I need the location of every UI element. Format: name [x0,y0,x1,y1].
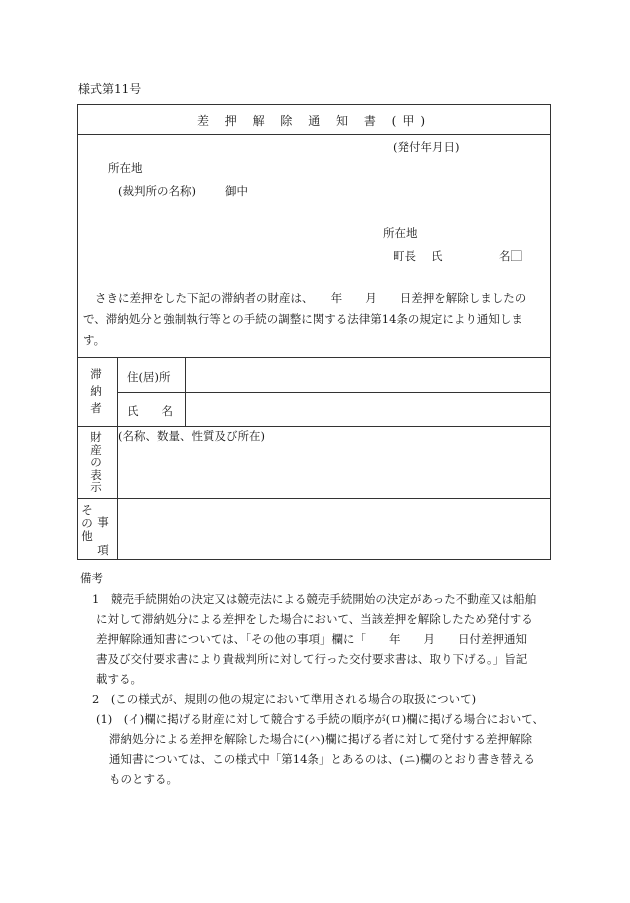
title-divider [77,134,551,135]
seal-label: 名⃞ [499,249,522,263]
court-name: (裁判所の名称) [118,184,196,198]
notice-body-line-1: さきに差押をした下記の滞納者の財産は、 年 月 日差押を解除しましたの [95,291,527,305]
property-label: 財産の表示 [90,430,102,494]
notice-body-line-3: す。 [83,333,106,347]
form-number: 様式第11号 [78,82,142,96]
note-line-8: 滞納処分による差押を解除した場合に(ハ)欄に掲げる者に対して発付する差押解除 [109,732,532,746]
sender-location: 所在地 [383,226,418,240]
other-label-left: その他 [81,503,93,543]
note-line-1: 1 競売手続開始の決定又は競売法による競売手続開始の決定があった不動産又は船舶 [92,592,537,606]
body-divider [77,357,551,358]
notes-heading: 備考 [80,571,103,585]
note-line-9: 通知書については、この様式中「第14条」とあるのは、(ニ)欄のとおり書き替える [109,752,535,766]
label-column-divider [117,357,118,560]
document-title: 差 押 解 除 通 知 書 (甲) [196,114,432,128]
sender-name-label: 氏 [431,249,443,263]
addressee-location: 所在地 [108,161,143,175]
other-divider [77,498,551,499]
note-line-4: 書及び交付要求書により貴裁判所に対して行った交付要求書は、取り下げる。」旨記 [96,652,528,666]
note-line-3: 差押解除通知書については、「その他の事項」欄に「 年 月 日付差押通知 [96,632,528,646]
delinquent-label: 滞納者 [90,367,102,415]
issue-date: (発付年月日) [393,140,460,154]
note-line-2: に対して滞納処分による差押をした場合において、当該差押を解除したため発付する [96,612,533,626]
note-line-7: (1) (イ)欄に掲げる財産に対して競合する手続の順序が(ロ)欄に掲げる場合において、 [96,712,545,726]
note-line-5: 載する。 [96,672,142,686]
other-label-right: 事項 [97,515,109,557]
addressee-honorific: 御中 [225,184,248,198]
sublabel-column-divider [185,357,186,426]
delinquent-row-divider [117,392,551,393]
notice-body-line-2: で、滞納処分と強制執行等との手続の調整に関する法律第14条の規定により通知しま [83,312,523,326]
property-divider [77,426,551,427]
taxpayer-name-label: 氏 名 [127,404,173,418]
mayor-label: 町長 [393,249,416,263]
address-label: 住(居)所 [127,370,171,384]
note-line-6: 2 (この様式が、規則の他の規定において準用される場合の取扱について) [92,692,477,706]
note-line-10: ものとする。 [109,772,178,786]
property-hint: (名称、数量、性質及び所在) [118,429,265,443]
form-frame [77,104,551,560]
